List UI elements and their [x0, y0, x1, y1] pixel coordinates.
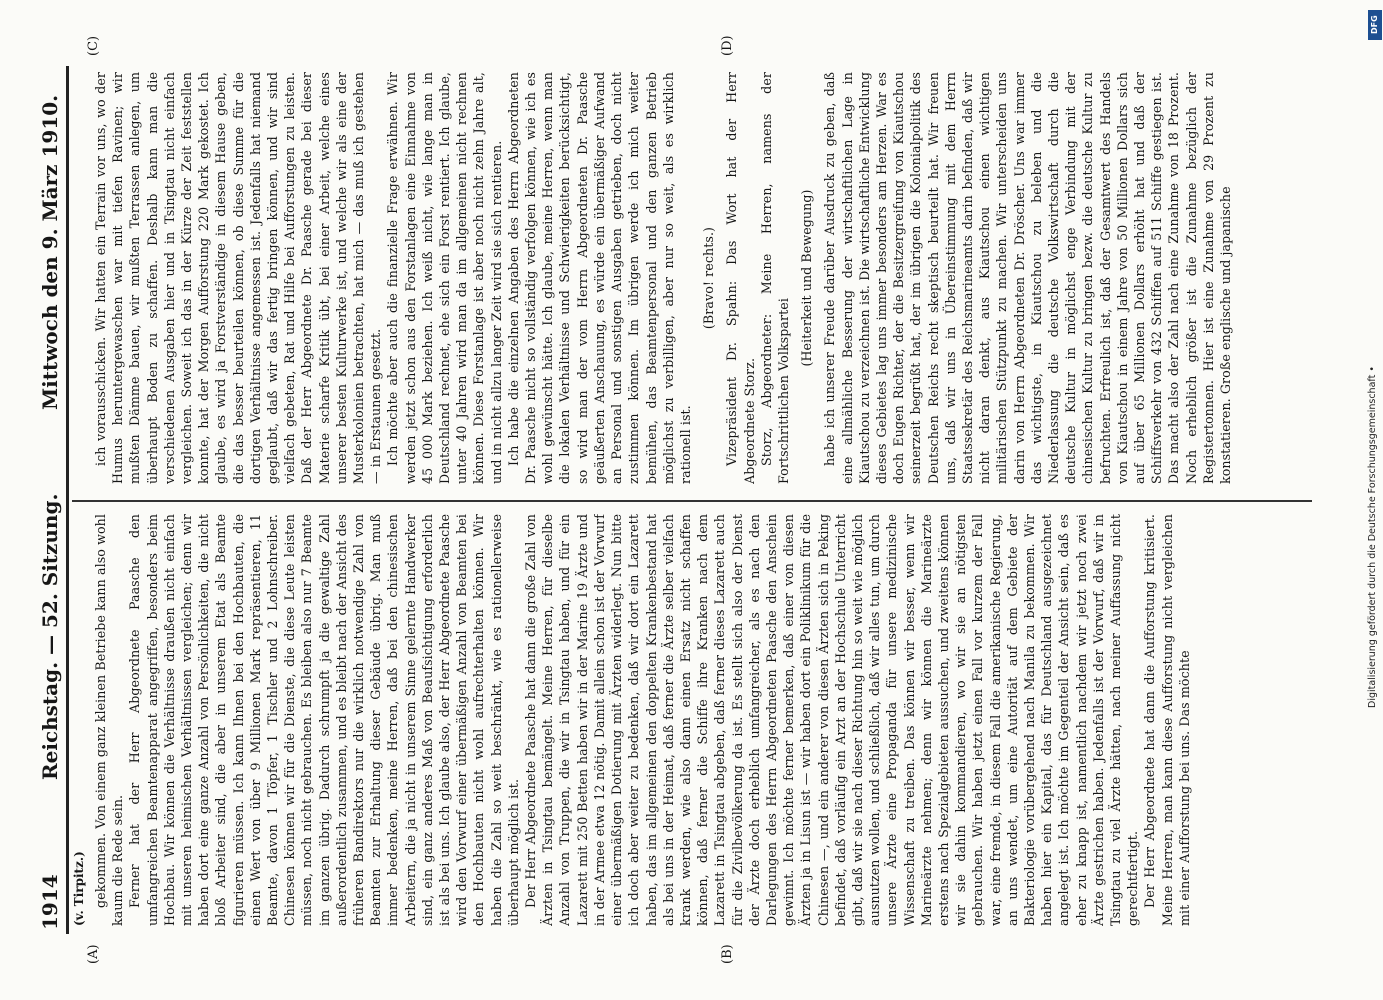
paragraph: Ferner hat der Herr Abgeordnete Paasche den umfangreichen Beamtenapparat angegriffen, besonders beim Hochbau. Wir können die Verhältnisse draußen nicht einfach mit unseren heimischen Verhältnissen vergleichen; denn wir haben dort eine ganze Anzahl von Persönlichkeiten, die nicht bloß Arbeiter sind, die aber in unserem Etat als Beamte figurieren müssen. Ich kann Ihnen bei den Hochbauten, die einen Wert von über 9 Millionen Mark repräsentieren, 11 Beamte, davon 1 Töpfer, 1 Tischler und 2 Lohnschreiber. Chinesen können wir für die Dienste, die diese Leute leisten müssen, noch nicht gebrauchen. Es bleiben also nur 7 Beamte im ganzen übrig. Dadurch schrumpft ja die gewaltige Zahl außerordentlich zusammen, und es bleibt nach der Ansicht des früheren Bandirektors nur die wirklich notwendige Zahl von Beamten zur Erhaltung dieser Gebäude übrig. Man muß immer bedenken, meine Herren, daß bei den chinesischen Arbeitern, die ja nicht in unserem Sinne gelernte Handwerker sind, ein ganz anderes Maß von Beaufsichtigung erforderlich ist als bei uns. Ich glaube also, der Herr Abgeordnete Paasche wird den Vorwurf einer übermäßigen Anzahl von Beamten bei den Hochbauten nicht wohl aufrechterhalten können. Wir haben die Zahl so weit beschränkt, wie es rationellerweise überhaupt möglich ist. [127, 514, 521, 926]
margin-mark-b: (B) [720, 944, 735, 964]
applause-note: (Bravo! rechts.) [701, 226, 717, 330]
column-divider [72, 500, 1312, 502]
session-date: Mittwoch den 9. März 1910. [38, 94, 62, 410]
paragraph: ich vorausschicken. Wir hatten ein Terrain vor uns, wo der Humus heruntergewaschen war mit tiefen Ravinen; wir mußten Dämme bauen, wir mußten Terrassen anlegen, um überhaupt Boden zu schaffen. Deshalb kann man die verschiedenen Ausgaben hier und in Tsingtau nicht einfach vergleichen. Soweit ich das in der Kürze der Zeit feststellen konnte, hat der Morgen Aufforstung 220 Mark gekostet. Ich glaube, es wird ja Forstverständige in diesem Hause geben, die das besser beurteilen können, ob diese Summe für die dortigen Verhältnisse angemessen ist. Jedenfalls hat niemand geglaubt, daß wir das fertig bringen können, und wir sind vielfach gebeten, Rat und Hilfe bei Aufforstungen zu leisten. Daß der Herr Abgeordnete Dr. Paasche gerade bei dieser Materie scharfe Kritik übt, bei einer Arbeit, welche eines unserer besten Kulturwerke ist, und welche wir als eine der Musterkolonien betrachten, hat mich — das muß ich gestehen — in Erstaunen gesetzt. [93, 72, 384, 484]
paragraph: Storz, Abgeordneter: Meine Herren, namens der Fortschrittlichen Volkspartei [758, 72, 791, 484]
paragraph: Ich möchte aber auch die finanzielle Frage erwähnen. Wir werden jetzt schon aus den Forstanlagen eine Einnahme von 45 000 Mark beziehen. Ich weiß nicht, wie lange man in Deutschland rechnet, ehe sich ein Forst rentiert. Ich glaube, unter 40 Jahren wird man da im allgemeinen nicht rechnen können. Diese Forstanlage ist aber noch nicht zehn Jahre alt, und in nicht allzu langer Zeit wird sie sich rentieren. [385, 72, 504, 484]
paragraph: Der Herr Abgeordnete Paasche hat dann die große Zahl von Ärzten in Tsingtau bemängelt. Meine Herren, für dieselbe Anzahl von Truppen, die wir in Tsingtau haben, und für ein Lazarett mit 250 Betten haben wir in der Marine 19 Ärzte und in der Armee etwa 12 nötig. Damit allein schon ist der Vorwurf einer übermäßigen Dotierung mit Ärzten widerlegt. Nun bitte ich doch aber weiter zu bedenken, daß wir dort ein Lazarett haben, das im allgemeinen den doppelten Krankenbestand hat als bei uns in der Heimat, daß ferner die Ärzte selber vielfach krank werden, wie also dann einen Ersatz nicht schaffen können, daß ferner die Schiffe ihre Kranken nach dem Lazarett in Tsingtau abgeben, daß ferner dieses Lazarett auch für die Zivilbevölkerung da ist. Es stellt sich also der Dienst der Ärzte doch erheblich umfangreicher, als es nach den Darlegungen des Herrn Abgeordneten Paasche den Anschein gewinnt. Ich möchte ferner bemerken, daß einer von diesen Ärzten ja in Lisun ist — wir haben dort ein Poliklinikum für die Chinesen —, und ein anderer von diesen Ärzten sich in Peking befindet, daß vorläufig ein Arzt an der Hochschule Unterricht gibt, daß wir sie nach dieser Richtung hin so weit wie möglich ausnutzen wollen, und schließlich, daß wir alles tun, um durch unsere Ärzte eine Propaganda für unsere medizinische Wissenschaft zu treiben. Das können wir besser, wenn wir Marineärzte nehmen; denn wir können die Marineärzte erstens nach Spezialgebieten aussuchen, und zweitens können wir sie dahin kommandieren, wo wir sie an nötigsten gebrauchen. Wir haben jetzt einen Fall vor kurzem der Fall war, eine fremde, in diesem Fall die amerikanische Regierung, an uns wendet, um eine Autorität auf dem Gebiete der Bakteriologie vorübergehend nach Manila zu bekommen. Wir haben hier ein Kapital, das für Deutschland ausgezeichnet angelegt ist. Ich möchte im Gegenteil der Ansicht sein, daß es eher zu knapp ist, namentlich nachdem wir jetzt noch zwei Ärzte gestrichen haben. Jedenfalls ist der Vorwurf, daß wir in Tsingtau zu viel Ärzte hätten, nach meiner Auffassung nicht gerechtfertigt. [523, 514, 1141, 926]
credit-text: Digitalisierung gefördert durch die Deutsche Forschungsgemeinschaft • [1367, 366, 1378, 708]
margin-mark-c: (C) [86, 35, 101, 56]
margin-mark-d: (D) [720, 35, 735, 56]
paragraph: Vizepräsident Dr. Spahn: Das Wort hat der Herr Abgeordnete Storz. [724, 72, 757, 484]
paragraph: habe ich unserer Freude darüber Ausdruck zu geben, daß eine allmähliche Besserung der wirtschaftlichen Lage in Kiautschou zu verzeichnen ist. Die wirtschaftliche Entwicklung dieses Gebietes lag uns immer besonders am Herzen. War es doch Eugen Richter, der die Besitzergreifung von Kiautschou seinerzeit begrüßt hat, der im übrigen die Kolonialpolitik des Deutschen Reichs recht skeptisch beurteilt hat. Wir freuen uns, daß wir uns in Übereinstimmung mit dem Herrn Staatssekretär des Reichsmarineamts darin befinden, daß wir nicht daran denkt, aus Kiautschou einen wichtigen militärischen Stützpunkt zu machen. Wir unterscheiden uns darin von Herrn Abgeordneten Dr. Dröscher. Uns war immer das wichtigste, in Kiautschou zu beleben und die Niederlassung die deutsche Volkswirtschaft durch die deutsche Kultur in möglichst enge Verbindung mit der chinesischen Kultur zu bringen bezw. die deutsche Kultur zu befruchten. Erfreulich ist, daß der Gesamtwert des Handels von Kiautschou in einem Jahre von 50 Millionen Dollars sich auf über 65 Millionen Dollars erhöht hat und daß der Schiffsverkehr von 432 Schiffen auf 511 Schiffe gestiegen ist. Das macht also der Zahl nach eine Zunahme von 18 Prozent. Noch erheblich größer ist die Zunahme bezüglich der Registertonnen. Hier ist eine Zunahme von 29 Prozent zu konstatieren. Große englische und japanische [822, 72, 1233, 484]
session-title: Reichstag. — 52. Sitzung. [38, 493, 62, 780]
speaker-tag: (v. Tirpitz.) [72, 851, 86, 926]
paragraph: Der Herr Abgeordnete hat dann die Aufforstung kritisiert. Meine Herren, man kann diese Aufforstung nicht vergleichen mit einer Aufforstung bei uns. Das möchte [1142, 514, 1192, 926]
paragraph: Ich habe die einzelnen Angaben des Herrn Abgeordneten Dr. Paasche nicht so vollständig verfolgen können, wie ich es wohl gewünscht hätte. Ich glaube, meine Herren, wenn man die lokalen Verhältnisse und Schwierigkeiten berücksichtigt, so wird man der vom Herrn Abgeordneten Dr. Paasche geäußerten Anschauung, es würde ein übermäßiger Aufwand an Personal und sonstigen Ausgaben getrieben, doch nicht zustimmen können. Im übrigen werde ich mich weiter bemühen, das Beamtenpersonal und den ganzen Betrieb möglichst zu verbilligen, aber nur so weit, als es wirklich rationell ist. [505, 72, 693, 484]
dfg-logo: DFG [1368, 10, 1382, 40]
digitization-credit [1367, 8, 1381, 708]
margin-mark-a: (A) [86, 944, 101, 964]
page-number: 1914 [38, 874, 62, 930]
right-column [92, 72, 1312, 484]
header-rule [66, 66, 69, 934]
paragraph: gekommen. Von einem ganz kleinen Betriebe kann also wohl kaum die Rede sein. [93, 514, 126, 926]
left-column [92, 514, 1312, 926]
reaction-note: (Heiterkeit und Bewegung) [799, 189, 815, 367]
page-header [36, 70, 64, 930]
